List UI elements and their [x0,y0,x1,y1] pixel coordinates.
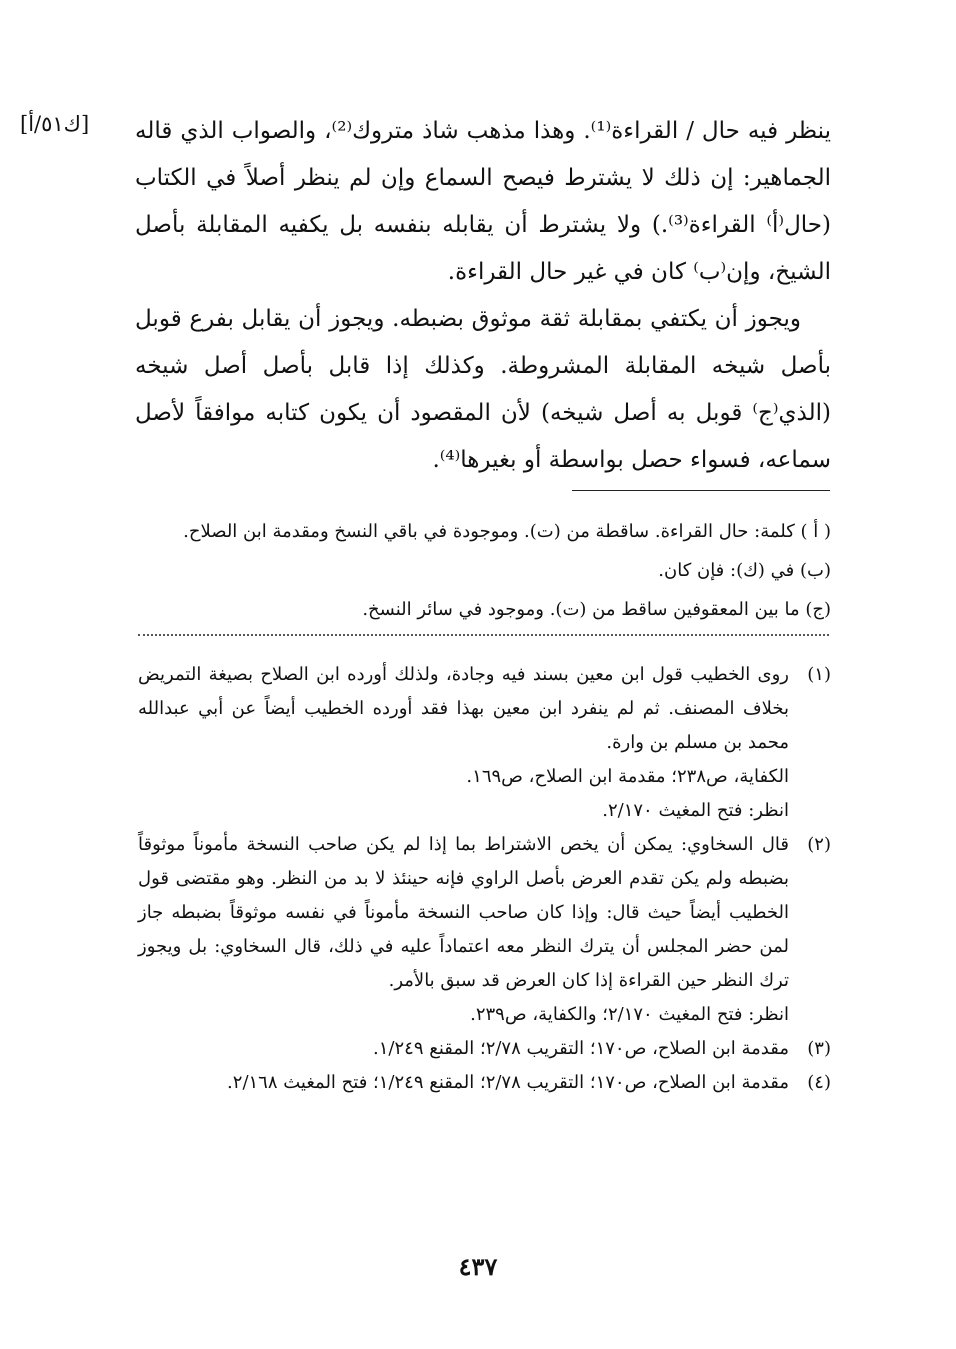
footnote-3 [138,1032,831,1066]
footnote-4 [138,1066,831,1100]
footnote-text: روى الخطيب قول ابن معين بسند فيه وجادة، ولذلك أورده ابن الصلاح بصيغة التمريض بخلاف المصنف. ثم لم ينفرد ابن معين بهذا فقد أورده الخطيب أيضاً عن أبي عبدالله محمد بن مسلم بن وارة. [138,664,789,753]
footnote-reference: انظر: فتح المغيث ٢/١٧٠؛ والكفاية، ص٢٣٩. [470,1004,789,1025]
footnote-reference: انظر: فتح المغيث ٢/١٧٠. [602,800,789,821]
main-paragraph-2: ويجوز أن يكتفي بمقابلة ثقة موثوق بضبطه. ويجوز أن يقابل بفرع قوبل بأصل شيخه المقابلة المشروطة. وكذلك إذا قابل بأصل أصل شيخه (الذي⁽ج⁾ قوبل به أصل شيخه) لأن المقصود أن يكون كتابه موافقاً لأصل سماعه، فسواء حصل بواسطة أو بغيرها⁽⁴⁾. [135,306,831,473]
footnote-number: (٢) [807,834,831,855]
footnote-reference: الكفاية، ص٢٣٨؛ مقدمة ابن الصلاح، ص١٦٩. [466,766,789,787]
variant-note-c: (ج) ما بين المعقوفين ساقط من (ت). وموجود في سائر النسخ. [362,599,831,620]
footnote-separator [572,490,830,491]
page-number: ٤٣٧ [458,1252,498,1281]
footnote-number: (٣) [807,1038,831,1059]
variant-notes [140,512,831,629]
footnotes [138,658,831,1100]
footnote-text: مقدمة ابن الصلاح، ص١٧٠؛ التقريب ٢/٧٨؛ المقنع ١/٢٤٩؛ فتح المغيث ٢/١٦٨. [227,1072,789,1093]
variant-note-b: (ب) في (ك): فإن كان. [658,560,831,581]
variant-note-a: ( أ ) كلمة: حال القراءة. ساقطة من (ت). وموجودة في باقي النسخ ومقدمة ابن الصلاح. [183,521,831,542]
footnote-1 [138,658,831,828]
main-text [135,108,831,484]
main-paragraph-1: ينظر فيه حال / القراءة⁽¹⁾. وهذا مذهب شاذ متروك⁽²⁾، والصواب الذي قاله الجماهير: إن ذلك لا يشترط فيصح السماع وإن لم ينظر أصلاً في الكتاب (حال⁽أ⁾ القراءة⁽³⁾.) ولا يشترط أن يقابله بنفسه بل يكفيه المقابلة بأصل الشيخ، وإن⁽ب⁾ كان في غير حال القراءة. [135,118,831,285]
manuscript-folio-marker: [ك٥١/أ] [20,112,90,136]
footnote-text: مقدمة ابن الصلاح، ص١٧٠؛ التقريب ٢/٧٨؛ المقنع ١/٢٤٩. [373,1038,789,1059]
footnote-number: (١) [807,664,831,685]
footnote-2 [138,828,831,1032]
footnote-text: قال السخاوي: يمكن أن يخص الاشتراط بما إذا لم يكن صاحب النسخة مأموناً موثوقاً بضبطه ولم يكن تقدم العرض بأصل الراوي فإنه حينئذ لا بد من النظر. وهو مقتضى قول الخطيب أيضاً حيث قال: وإذا كان صاحب النسخة مأموناً في نفسه موثوقاً بضبطه جاز لمن حضر المجلس أن يترك النظر معه اعتماداً عليه في ذلك، قال السخاوي: بل ويجوز ترك النظر حين القراءة إذا كان العرض قد سبق بالأمر. [138,834,789,991]
dotted-separator [138,634,829,636]
footnote-number: (٤) [807,1072,831,1093]
